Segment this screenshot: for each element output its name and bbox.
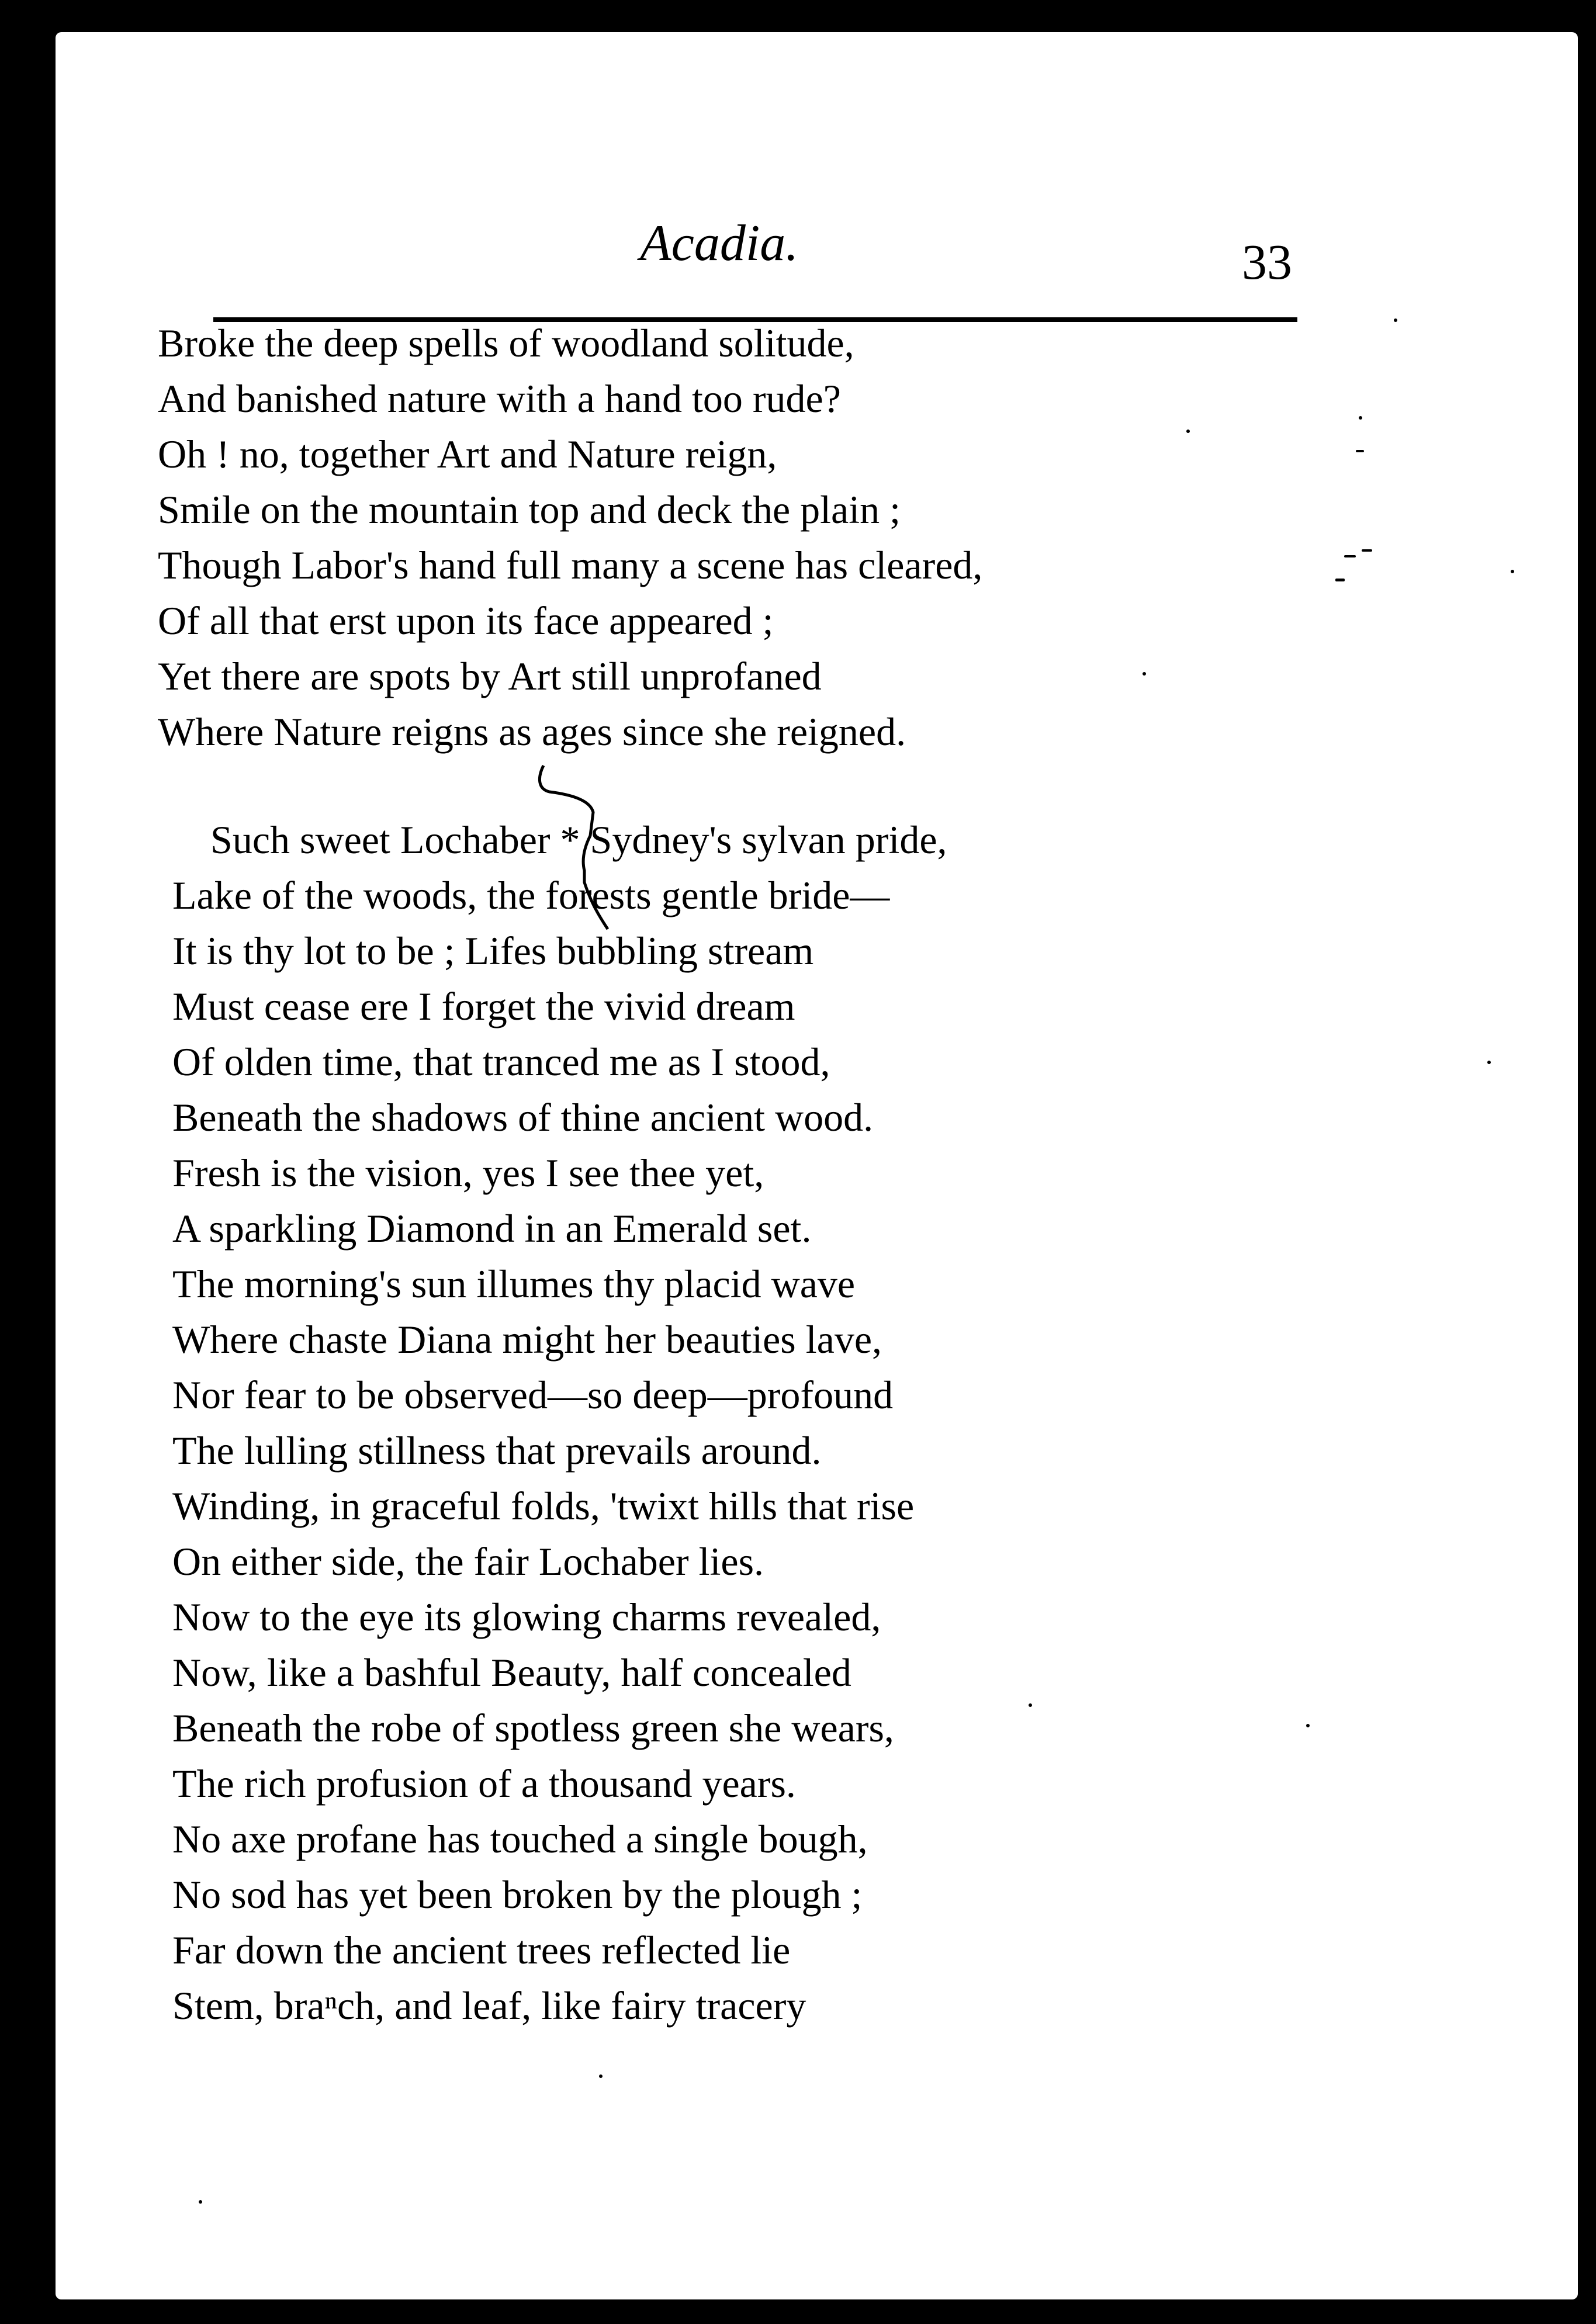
verse-line: Nor fear to be observed—so deep—profound — [172, 1373, 894, 1417]
verse-line: Must cease ere I forget the vivid dream — [172, 984, 795, 1028]
scan-speck — [1344, 555, 1356, 557]
scan-speck — [1356, 450, 1364, 452]
verse-line: The rich profusion of a thousand years. — [172, 1761, 796, 1806]
scan-speck — [599, 2074, 603, 2078]
page-number: 33 — [1242, 234, 1292, 290]
scan-speck — [1487, 1061, 1491, 1064]
verse-line: Yet there are spots by Art still unprofaned — [158, 654, 822, 698]
verse-line: Of olden time, that tranced me as I stood, — [172, 1040, 830, 1084]
handwritten-correction-mark — [526, 760, 619, 993]
verse-line: Smile on the mountain top and deck the plain ; — [158, 487, 901, 532]
verse-line: Fresh is the vision, yes I see thee yet, — [172, 1151, 764, 1195]
verse-line: Beneath the shadows of thine ancient wood. — [172, 1095, 874, 1140]
verse-line: Beneath the robe of spotless green she wears, — [172, 1706, 894, 1750]
verse-line: The lulling stillness that prevails around. — [172, 1428, 822, 1473]
verse-line: Oh ! no, together Art and Nature reign, — [158, 432, 777, 476]
running-head-title: Acadia. — [640, 215, 799, 272]
scan-speck — [199, 2200, 202, 2204]
verse-line: Lake of the woods, the forests gentle bride— — [172, 873, 890, 917]
verse-line: Where chaste Diana might her beauties lave, — [172, 1317, 882, 1362]
scan-speck — [1029, 1703, 1032, 1707]
verse-line: No sod has yet been broken by the plough ; — [172, 1872, 863, 1917]
scan-speck — [1511, 570, 1514, 573]
verse-line: On either side, the fair Lochaber lies. — [172, 1539, 764, 1584]
scan-speck — [1394, 318, 1397, 322]
verse-line: The morning's sun illumes thy placid wave — [172, 1262, 856, 1306]
verse-line: No axe profane has touched a single bough, — [172, 1817, 868, 1861]
scan-speck — [1306, 1724, 1310, 1727]
verse-line: Such sweet Lochaber * Sydney's sylvan pride, — [210, 818, 947, 862]
scan-speck — [1362, 549, 1372, 552]
scan-speck — [1143, 672, 1146, 676]
verse-line: Winding, in graceful folds, 'twixt hills that rise — [172, 1484, 915, 1528]
verse-line: A sparkling Diamond in an Emerald set. — [172, 1206, 812, 1251]
verse-line: Though Labor's hand full many a scene has cleared, — [158, 543, 983, 587]
stanza-2 — [172, 812, 947, 2034]
verse-line: Of all that erst upon its face appeared ; — [158, 598, 774, 643]
verse-line: Where Nature reigns as ages since she reigned. — [158, 709, 906, 754]
scan-speck — [1335, 579, 1345, 581]
stanza-1 — [158, 316, 982, 760]
verse-line: And banished nature with a hand too rude? — [158, 376, 841, 421]
verse-line: It is thy lot to be ; Lifes bubbling stream — [172, 929, 814, 973]
verse-line: Now to the eye its glowing charms revealed, — [172, 1595, 881, 1639]
verse-line: Now, like a bashful Beauty, half concealed — [172, 1650, 851, 1695]
verse-line: Stem, braⁿch, and leaf, like fairy tracery — [172, 1983, 806, 2028]
verse-line: Far down the ancient trees reflected lie — [172, 1928, 791, 1972]
scan-speck — [1186, 430, 1190, 433]
verse-line: Broke the deep spells of woodland solitude, — [158, 321, 854, 365]
scan-speck — [1359, 416, 1362, 420]
